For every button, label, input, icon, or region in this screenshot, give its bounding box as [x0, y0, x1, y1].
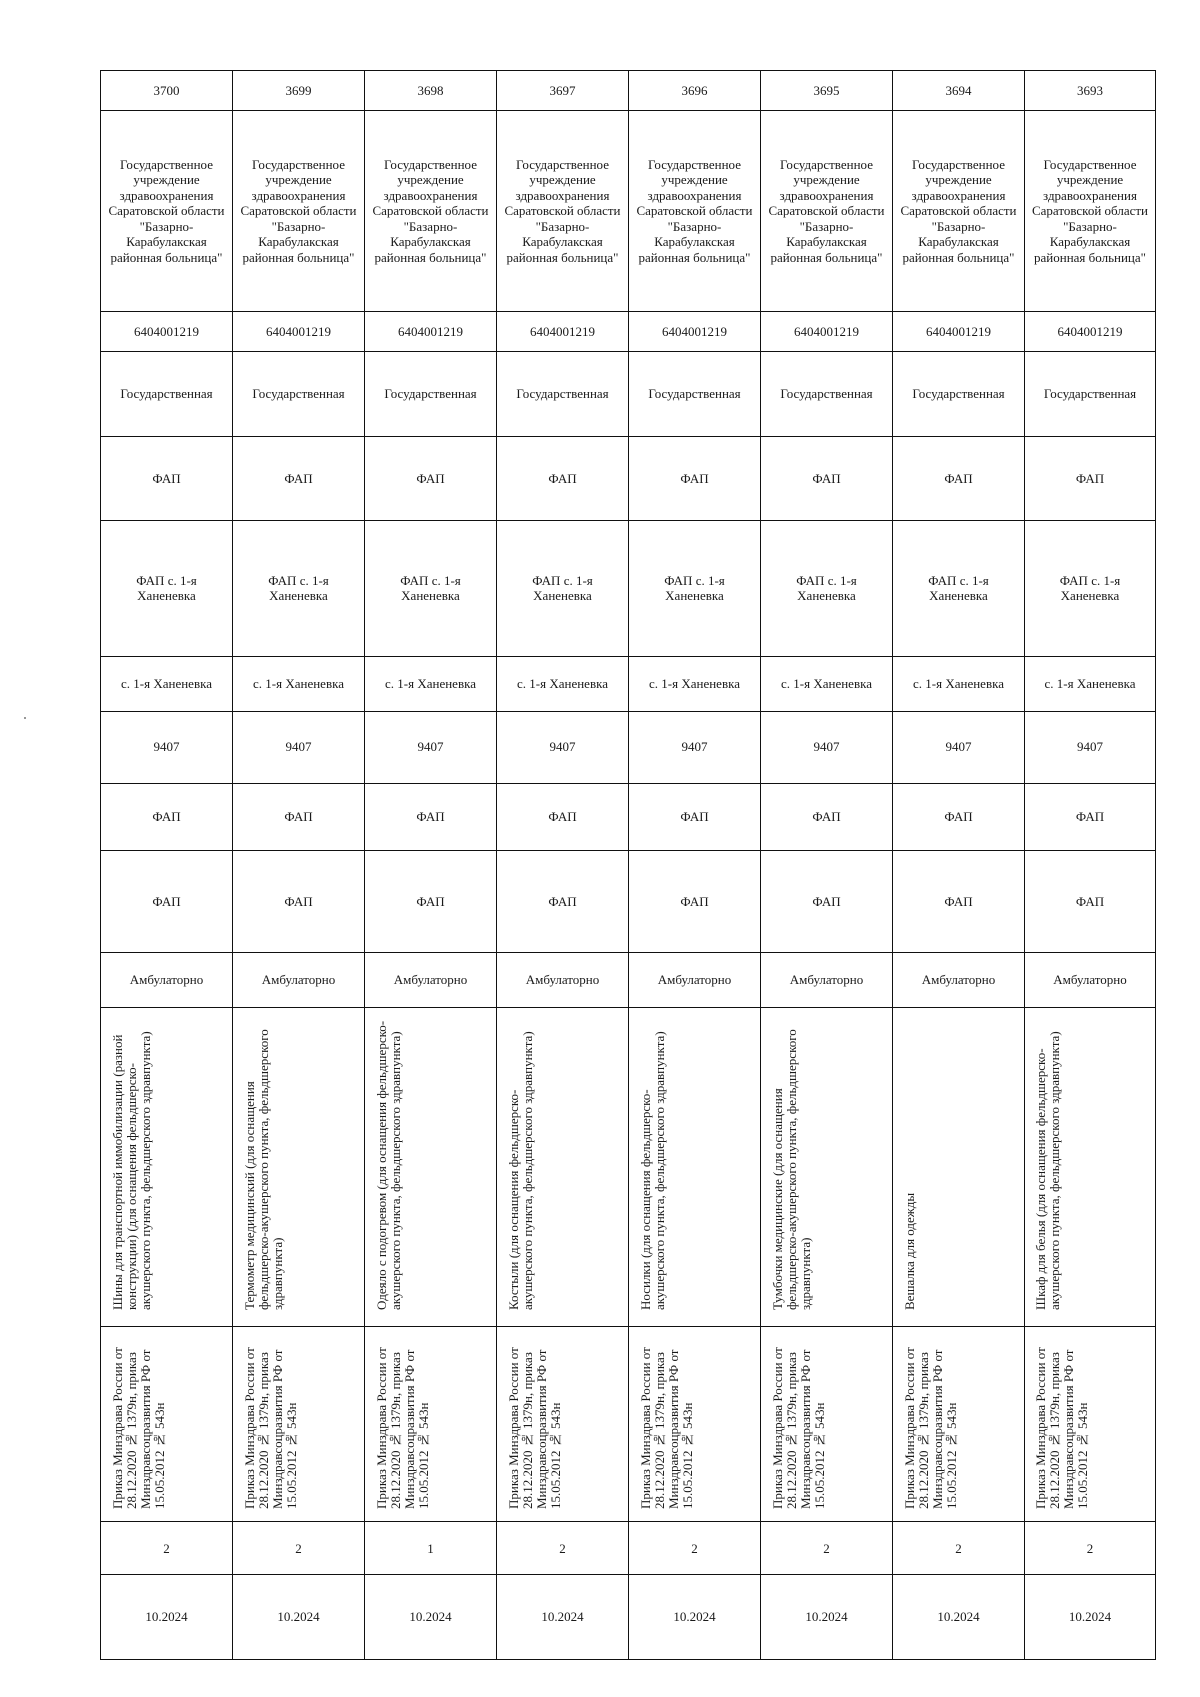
table-cell: с. 1-я Ханеневка	[893, 656, 1025, 711]
table-cell: 10.2024	[101, 1575, 233, 1660]
rotated-text: Термометр медицинский (для оснащения фельдшерско-акушерского пункта, фельдшерского здравпункта)	[241, 1029, 285, 1311]
rotated-text: Шкаф для белья (для оснащения фельдшерско-акушерского пункта, фельдшерского здравпункта)	[1033, 1031, 1062, 1311]
table-cell	[893, 1327, 1025, 1522]
table-cell	[365, 1007, 497, 1327]
table-cell: с. 1-я Ханеневка	[497, 656, 629, 711]
table-cell: ФАП	[893, 783, 1025, 851]
row-legal-basis	[101, 1327, 1156, 1522]
table-cell: 6404001219	[233, 312, 365, 352]
table-cell: 10.2024	[761, 1575, 893, 1660]
table-cell: ФАП	[893, 851, 1025, 952]
table-cell	[101, 1327, 233, 1522]
table-cell	[101, 1007, 233, 1327]
table-cell: ФАП	[497, 851, 629, 952]
table-cell: 9407	[365, 711, 497, 783]
table-cell: 2	[761, 1522, 893, 1575]
table-cell: ФАП	[1025, 783, 1156, 851]
table-cell	[1025, 1007, 1156, 1327]
table-cell: ФАП с. 1-я Ханеневка	[365, 521, 497, 656]
table-cell: ФАП	[629, 851, 761, 952]
rotated-text: Приказ Минздрава России от 28.12.2020 № 1379н, приказ Минздравсоцразвития РФ от 15.05.2012 № 543н	[505, 1346, 563, 1509]
table-cell: 9407	[893, 711, 1025, 783]
table-cell: Государственная	[365, 352, 497, 437]
table-cell: Государственное учреждение здравоохранения Саратовской области "Базарно-Карабулакская районная больница"	[233, 111, 365, 312]
table-cell: 6404001219	[1025, 312, 1156, 352]
rotated-text: Приказ Минздрава России от 28.12.2020 № 1379н, приказ Минздравсоцразвития РФ от 15.05.2012 № 543н	[373, 1346, 431, 1509]
table-cell: 6404001219	[101, 312, 233, 352]
table-cell: ФАП	[101, 783, 233, 851]
table-cell: ФАП	[365, 851, 497, 952]
table-cell: Государственная	[101, 352, 233, 437]
rotated-text: Приказ Минздрава России от 28.12.2020 № 1379н, приказ Минздравсоцразвития РФ от 15.05.2012 № 543н	[901, 1346, 959, 1509]
table-cell: 1	[365, 1522, 497, 1575]
table-cell	[233, 1327, 365, 1522]
rotated-text: Приказ Минздрава России от 28.12.2020 № 1379н, приказ Минздравсоцразвития РФ от 15.05.2012 № 543н	[637, 1346, 695, 1509]
table-cell: ФАП	[233, 436, 365, 521]
table-cell: ФАП	[893, 436, 1025, 521]
table-cell: ФАП	[101, 436, 233, 521]
table-cell: ФАП	[233, 851, 365, 952]
table-cell: ФАП с. 1-я Ханеневка	[101, 521, 233, 656]
table-cell: 9407	[629, 711, 761, 783]
table-cell: 6404001219	[365, 312, 497, 352]
table-cell: ФАП	[365, 436, 497, 521]
table-cell	[233, 1007, 365, 1327]
table-cell: ФАП	[761, 783, 893, 851]
table-cell: ФАП	[629, 783, 761, 851]
table-cell: Государственное учреждение здравоохранения Саратовской области "Базарно-Карабулакская районная больница"	[497, 111, 629, 312]
table-cell: с. 1-я Ханеневка	[1025, 656, 1156, 711]
row-organization	[101, 111, 1156, 312]
row-subunit	[101, 851, 1156, 952]
table-cell: Государственное учреждение здравоохранения Саратовской области "Базарно-Карабулакская районная больница"	[629, 111, 761, 312]
table-cell: Государственная	[761, 352, 893, 437]
row-facility-name	[101, 521, 1156, 656]
table-cell: с. 1-я Ханеневка	[233, 656, 365, 711]
table-cell	[1025, 1327, 1156, 1522]
table-cell	[629, 1007, 761, 1327]
table-cell	[365, 1327, 497, 1522]
table-cell: 6404001219	[761, 312, 893, 352]
row-record-number	[101, 71, 1156, 111]
table-cell: 2	[1025, 1522, 1156, 1575]
rotated-text: Приказ Минздрава России от 28.12.2020 № 1379н, приказ Минздравсоцразвития РФ от 15.05.2012 № 543н	[1033, 1346, 1090, 1509]
rotated-text: Шины для транспортной иммобилизации (разной конструкции) (для оснащения фельдшерско-акушерского пункта, фельдшерского здравпункта)	[109, 1031, 153, 1311]
table-cell: 6404001219	[893, 312, 1025, 352]
table-cell: ФАП с. 1-я Ханеневка	[629, 521, 761, 656]
table-cell: 3700	[101, 71, 233, 111]
table-cell: 3699	[233, 71, 365, 111]
rotated-text: Приказ Минздрава России от 28.12.2020 № 1379н, приказ Минздравсоцразвития РФ от 15.05.2012 № 543н	[109, 1346, 167, 1509]
table-cell: 9407	[233, 711, 365, 783]
table-cell: ФАП	[365, 783, 497, 851]
table-cell: 6404001219	[497, 312, 629, 352]
table-cell: Государственное учреждение здравоохранения Саратовской области "Базарно-Карабулакская районная больница"	[893, 111, 1025, 312]
table-cell	[497, 1327, 629, 1522]
rotated-text: Приказ Минздрава России от 28.12.2020 № 1379н, приказ Минздравсоцразвития РФ от 15.05.2012 № 543н	[769, 1346, 827, 1509]
table-cell: 2	[629, 1522, 761, 1575]
table-cell: 10.2024	[1025, 1575, 1156, 1660]
table-cell: Государственная	[629, 352, 761, 437]
row-population	[101, 711, 1156, 783]
table-cell: 3696	[629, 71, 761, 111]
table-cell: 9407	[101, 711, 233, 783]
table-cell: 6404001219	[629, 312, 761, 352]
table-cell: Амбулаторно	[497, 952, 629, 1007]
rotated-text: Тумбочки медицинские (для оснащения фельдшерско-акушерского пункта, фельдшерского здравпункта)	[769, 1029, 813, 1311]
table-cell: 2	[497, 1522, 629, 1575]
table-cell: 3693	[1025, 71, 1156, 111]
table-cell: 10.2024	[233, 1575, 365, 1660]
table-cell: 9407	[761, 711, 893, 783]
table-cell: ФАП с. 1-я Ханеневка	[497, 521, 629, 656]
table-cell: Амбулаторно	[629, 952, 761, 1007]
table-cell: Государственное учреждение здравоохранения Саратовской области "Базарно-Карабулакская районная больница"	[101, 111, 233, 312]
table-cell	[497, 1007, 629, 1327]
table-cell: Амбулаторно	[1025, 952, 1156, 1007]
table-cell: с. 1-я Ханеневка	[101, 656, 233, 711]
table-cell	[761, 1007, 893, 1327]
row-locality	[101, 656, 1156, 711]
table-cell: Государственная	[893, 352, 1025, 437]
table-cell: Амбулаторно	[101, 952, 233, 1007]
table-cell: ФАП	[101, 851, 233, 952]
table-cell	[629, 1327, 761, 1522]
table-cell: Амбулаторно	[233, 952, 365, 1007]
table-cell: ФАП с. 1-я Ханеневка	[761, 521, 893, 656]
row-care-form	[101, 952, 1156, 1007]
table-cell: Амбулаторно	[365, 952, 497, 1007]
table-cell: с. 1-я Ханеневка	[629, 656, 761, 711]
table-cell: ФАП	[629, 436, 761, 521]
table-cell: 2	[101, 1522, 233, 1575]
rotated-text: Костыли (для оснащения фельдшерско-акушерского пункта, фельдшерского здравпункта)	[505, 1031, 535, 1311]
table-cell: Государственная	[1025, 352, 1156, 437]
table-cell: Государственная	[233, 352, 365, 437]
table-cell: ФАП	[761, 851, 893, 952]
table-cell: 2	[893, 1522, 1025, 1575]
row-date	[101, 1575, 1156, 1660]
register-table	[100, 70, 1156, 1660]
table-cell: ФАП	[761, 436, 893, 521]
table-cell: Государственное учреждение здравоохранения Саратовской области "Базарно-Карабулакская районная больница"	[1025, 111, 1156, 312]
row-unit	[101, 783, 1156, 851]
table-cell: 10.2024	[497, 1575, 629, 1660]
table-cell: 3697	[497, 71, 629, 111]
table-cell: Государственное учреждение здравоохранения Саратовской области "Базарно-Карабулакская районная больница"	[365, 111, 497, 312]
table-cell: Амбулаторно	[893, 952, 1025, 1007]
table-cell: 3694	[893, 71, 1025, 111]
rotated-text: Вешалка для одежды	[901, 1193, 917, 1311]
table-cell: ФАП	[497, 436, 629, 521]
table-cell: ФАП с. 1-я Ханеневка	[233, 521, 365, 656]
scanned-page	[100, 70, 1155, 1660]
row-quantity	[101, 1522, 1156, 1575]
row-ownership	[101, 352, 1156, 437]
table-cell: с. 1-я Ханеневка	[365, 656, 497, 711]
table-cell: 9407	[497, 711, 629, 783]
table-cell: Государственная	[497, 352, 629, 437]
table-cell: ФАП	[1025, 851, 1156, 952]
scan-speck	[24, 717, 26, 719]
rotated-text: Носилки (для оснащения фельдшерско-акушерского пункта, фельдшерского здравпункта)	[637, 1031, 667, 1311]
row-equipment-item	[101, 1007, 1156, 1327]
table-cell: Амбулаторно	[761, 952, 893, 1007]
rotated-text: Одеяло с подогревом (для оснащения фельдшерско-акушерского пункта, фельдшерского здравпункта)	[373, 1021, 403, 1311]
table-cell: ФАП с. 1-я Ханеневка	[893, 521, 1025, 656]
table-cell: с. 1-я Ханеневка	[761, 656, 893, 711]
table-cell: ФАП	[1025, 436, 1156, 521]
table-cell	[761, 1327, 893, 1522]
table-cell: Государственное учреждение здравоохранения Саратовской области "Базарно-Карабулакская районная больница"	[761, 111, 893, 312]
table-cell: 10.2024	[629, 1575, 761, 1660]
rotated-text: Приказ Минздрава России от 28.12.2020 № 1379н, приказ Минздравсоцразвития РФ от 15.05.2012 № 543н	[241, 1346, 299, 1509]
row-facility-type	[101, 436, 1156, 521]
table-cell: ФАП с. 1-я Ханеневка	[1025, 521, 1156, 656]
table-cell: 2	[233, 1522, 365, 1575]
row-inn	[101, 312, 1156, 352]
table-cell: 10.2024	[893, 1575, 1025, 1660]
table-cell: 3698	[365, 71, 497, 111]
table-cell: 9407	[1025, 711, 1156, 783]
table-cell	[893, 1007, 1025, 1327]
table-cell: ФАП	[233, 783, 365, 851]
table-cell: 3695	[761, 71, 893, 111]
table-cell: 10.2024	[365, 1575, 497, 1660]
table-cell: ФАП	[497, 783, 629, 851]
